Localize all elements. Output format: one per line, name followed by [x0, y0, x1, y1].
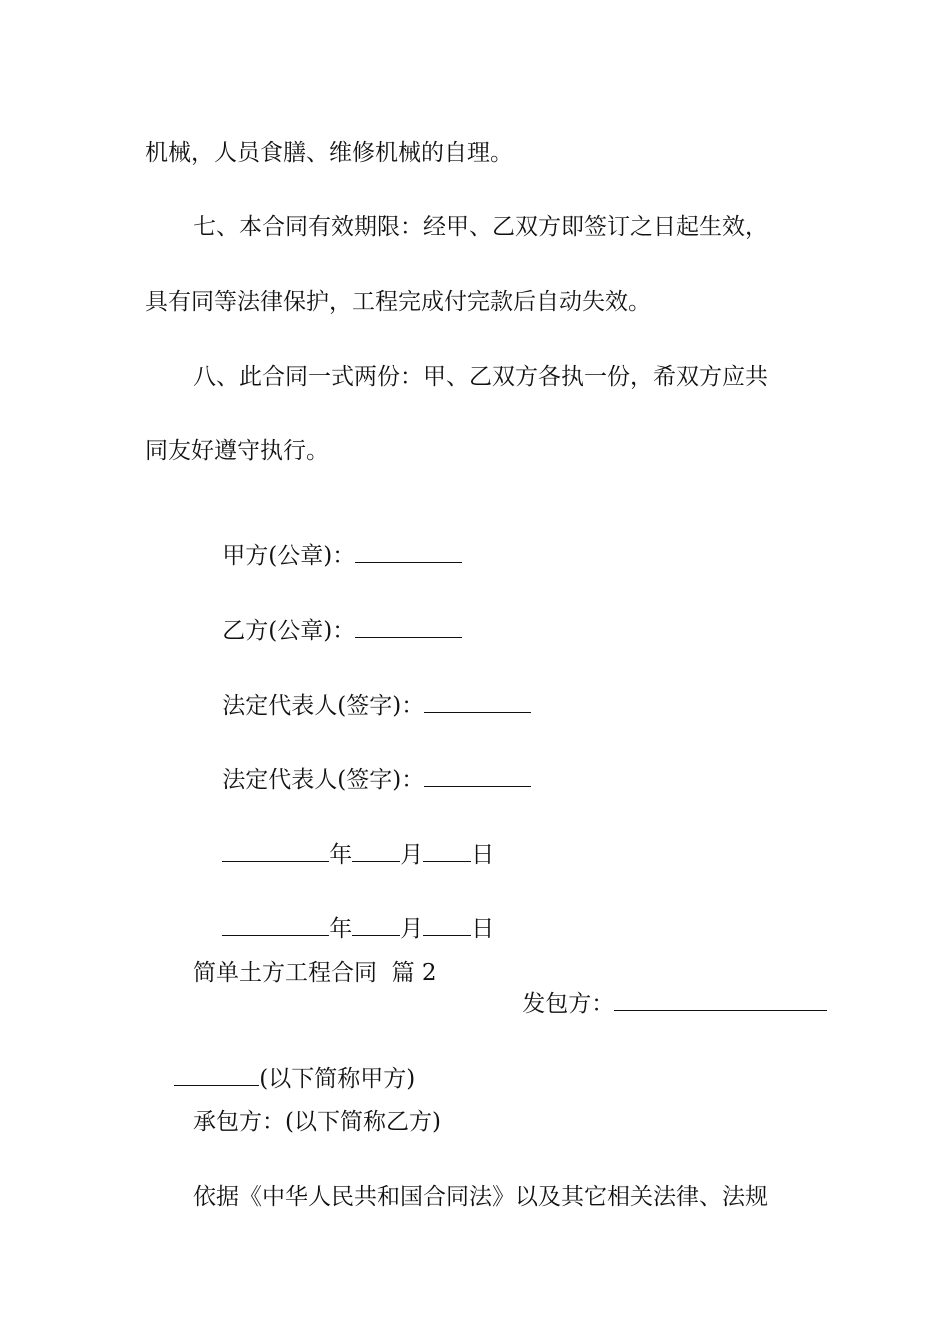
contractor-line: 承包方：(以下简称乙方) [193, 1109, 441, 1135]
paragraph-line: 具有同等法律保护，工程完成付完款后自动失效。 [145, 289, 651, 315]
signature-blank [355, 540, 462, 563]
year-blank [222, 913, 329, 936]
month-label: 月 [400, 842, 424, 868]
rep-a-label: 法定代表人(签字)： [222, 693, 425, 719]
day-blank [423, 913, 471, 936]
party-a-seal-label: 甲方(公章)： [222, 543, 356, 569]
employer-blank-continued [174, 1063, 259, 1086]
paragraph-line: 八、此合同一式两份：甲、乙双方各执一份，希双方应共 [193, 364, 768, 390]
party-b-seal-label: 乙方(公章)： [222, 618, 356, 644]
rep-b-label: 法定代表人(签字)： [222, 767, 425, 793]
year-blank [222, 839, 329, 862]
signature-blank [424, 764, 531, 787]
signature-blank [424, 690, 531, 713]
day-label: 日 [471, 916, 495, 942]
month-blank [352, 839, 400, 862]
contract2-title: 简单土方工程合同 篇 2 [193, 960, 437, 986]
year-label: 年 [329, 842, 353, 868]
paragraph-line: 七、本合同有效期限：经甲、乙双方即签订之日起生效， [193, 214, 768, 240]
month-blank [352, 913, 400, 936]
employer-blank [614, 988, 827, 1011]
day-label: 日 [471, 842, 495, 868]
signature-blank [355, 615, 462, 638]
day-blank [423, 839, 471, 862]
basis-line: 依据《中华人民共和国合同法》以及其它相关法律、法规 [193, 1184, 768, 1210]
employer-label: 发包方： [522, 991, 615, 1017]
employer-line [493, 958, 827, 1049]
paragraph-line: 机械，人员食膳、维修机械的自理。 [145, 140, 513, 166]
paragraph-line: 同友好遵守执行。 [145, 438, 329, 464]
year-label: 年 [329, 916, 353, 942]
month-label: 月 [400, 916, 424, 942]
employer-suffix: (以下简称甲方) [259, 1066, 416, 1092]
